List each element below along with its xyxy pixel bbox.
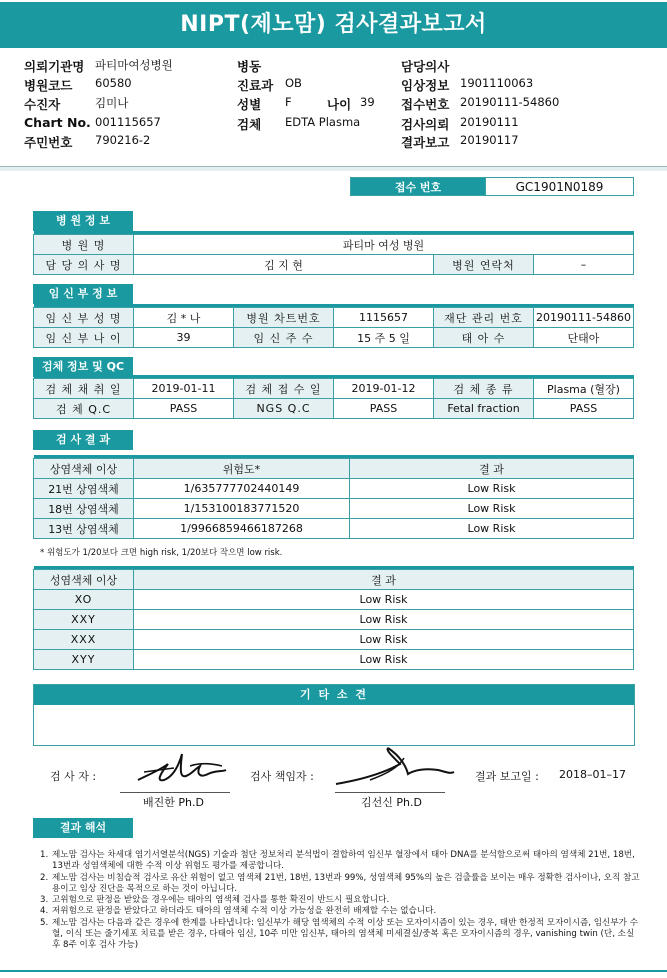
report-date-label: 결과 보고일 : — [475, 770, 539, 783]
autosome-table — [33, 455, 634, 539]
specimen-qc-table — [33, 375, 634, 419]
hospital-info-title: 병 원 정 보 — [33, 211, 133, 231]
weeks-label: 임 신 주 수 — [234, 328, 334, 348]
chromosome-21-risk: 1/635777702440149 — [134, 479, 350, 499]
contact-label: 병원 연락처 — [434, 255, 534, 275]
interpretation-list — [40, 850, 640, 952]
field-sex: 성별 — [237, 97, 262, 112]
age-value: 39 — [360, 95, 375, 109]
autosome-result-header: 결 과 — [350, 459, 634, 479]
xxy-result: Low Risk — [134, 610, 634, 630]
patient-value: 김미나 — [95, 96, 129, 110]
report-date-value: 2018–01–17 — [559, 768, 626, 781]
table-row — [34, 590, 634, 610]
field-report-date: 결과보고 — [401, 135, 450, 150]
resident-no-value: 790216-2 — [95, 133, 151, 147]
chromosome-18-risk: 1/153100183771520 — [134, 499, 350, 519]
field-hospital-code: 병원코드 — [24, 78, 73, 93]
fetal-fraction-value: PASS — [534, 399, 634, 419]
list-item: 1. 제노맘 검사는 차세대 염기서열분석(NGS) 기술과 첨단 정보처리 분석법이 결합하여 임신부 혈장에서 태아 DNA를 분석함으로써 태아의 염색체 21번, 18번, 13번과 성염색체에 대한 수적 이상 위험도 평가를 제공합니다. — [40, 850, 635, 872]
chromosome-21-result: Low Risk — [350, 479, 634, 499]
hospital-code-value: 60580 — [95, 76, 132, 90]
examiner-signature-line — [120, 792, 230, 793]
chromosome-18-result: Low Risk — [350, 499, 634, 519]
sex-chrom-header: 성염색체 이상 — [34, 570, 134, 590]
chromosome-13-risk: 1/9966859466187268 — [134, 519, 350, 539]
chromosome-13-result: Low Risk — [350, 519, 634, 539]
field-clinical-info: 임상정보 — [401, 78, 450, 93]
specimen-qc-label: 검 체 Q.C — [34, 399, 134, 419]
table-row — [34, 650, 634, 670]
report-header — [0, 0, 667, 166]
xxx-result: Low Risk — [134, 630, 634, 650]
foundation-number-value: 20190111-54860 — [534, 308, 634, 328]
list-item: 5. 제노맘 검사는 다음과 같은 경우에 한계를 나타냅니다: 임신부가 해당 염색체의 수적 이상 또는 모자이시즘이 있는 경우, 태반 한정적 모자이시즘, 임신부가 수혈, 이식 또는 줄기세포 치료를 받은 경우, 다태아 임신, 10주 미만 임신부, 태아의 염색체 미세결실/중복 혹은 모자이시즘의 경우, vanishing twin (단, 소실 후 8주 이후 검사 가능) — [40, 917, 638, 951]
manager-name: 김선신 Ph.D — [361, 796, 422, 809]
examiner-label: 검 사 자 : — [50, 770, 97, 783]
field-request-date: 검사의뢰 — [401, 117, 450, 132]
doctor-value: 김 지 현 — [134, 255, 434, 275]
xxy-label: XXY — [34, 610, 134, 630]
chromosome-18-label: 18번 상염색체 — [34, 499, 134, 519]
chart-number-value: 1115657 — [334, 308, 434, 328]
chromosome-13-label: 13번 상염색체 — [34, 519, 134, 539]
sex-value: F — [285, 95, 292, 109]
xo-label: XO — [34, 590, 134, 610]
table-row — [34, 610, 634, 630]
pregnant-name-value: 김 * 나 — [134, 308, 234, 328]
report-date-value: 20190117 — [460, 133, 519, 147]
pregnant-info-title: 임 신 부 정 보 — [33, 284, 133, 304]
receipt-value: GC1901N0189 — [486, 178, 634, 196]
department-value: OB — [285, 76, 302, 90]
hospital-info-table — [33, 231, 634, 275]
field-specimen: 검체 — [237, 117, 262, 132]
list-item: 4. 저위험으로 판정을 받았다고 하더라도 태아의 염색체 수적 이상 가능성을 완전히 배제할 수는 없습니다. — [40, 906, 437, 917]
receipt-no-value: 20190111-54860 — [460, 95, 560, 109]
manager-signature-line — [335, 792, 445, 793]
request-date-value: 20190111 — [460, 115, 519, 129]
receive-date-value: 2019-01-12 — [334, 379, 434, 399]
other-findings-title: 기 타 소 견 — [34, 685, 634, 705]
list-item: 3. 고위험으로 판정을 받았을 경우에는 태아의 염색체 검사를 통한 확진이 반드시 필요합니다. — [40, 895, 390, 906]
fetus-count-label: 태 아 수 — [434, 328, 534, 348]
interpretation-title: 결과 해석 — [33, 818, 133, 838]
institution-value: 파티마여성병원 — [95, 58, 173, 72]
table-row — [34, 479, 634, 499]
table-row — [34, 499, 634, 519]
manager-label: 검사 책임자 : — [250, 770, 314, 783]
chart-no-value: 001115657 — [95, 115, 161, 129]
list-item: 2. 제노맘 검사는 비침습적 검사로 유산 위험이 없고 염색체 21번, 18번, 13번과 99%, 성염색체 95%의 높은 검출률을 보이는 매우 정확한 검사이나, 오직 참고용이고 임상 진단을 목적으로 하는 것이 아닙니다. — [40, 872, 640, 894]
chromosome-21-label: 21번 상염색체 — [34, 479, 134, 499]
sex-chrom-result-header: 결 과 — [134, 570, 634, 590]
receipt-box — [350, 177, 634, 196]
xyy-result: Low Risk — [134, 650, 634, 670]
field-receipt-no: 접수번호 — [401, 97, 450, 112]
hospital-name-label: 병 원 명 — [34, 235, 134, 255]
field-ward: 병동 — [237, 59, 262, 74]
sex-chromosome-table — [33, 566, 634, 670]
field-doctor: 담당의사 — [401, 59, 450, 74]
field-patient: 수진자 — [24, 97, 61, 112]
clinical-info-value: 1901110063 — [460, 76, 534, 90]
hospital-name-value: 파티마 여성 병원 — [134, 235, 634, 255]
field-department: 진료과 — [237, 78, 274, 93]
pregnant-info-table — [33, 304, 634, 348]
receipt-label: 접수 번호 — [351, 178, 486, 196]
fetal-fraction-label: Fetal fraction — [434, 399, 534, 419]
field-chart-no: Chart No. — [24, 115, 91, 130]
pregnant-name-label: 임 신 부 성 명 — [34, 308, 134, 328]
weeks-value: 15 주 5 일 — [334, 328, 434, 348]
specimen-type-label: 검 체 종 류 — [434, 379, 534, 399]
bottom-rule — [0, 970, 667, 972]
field-resident-no: 주민번호 — [24, 135, 73, 150]
header-shade — [0, 167, 667, 171]
manager-signature — [330, 744, 460, 792]
examiner-name: 배진한 Ph.D — [143, 796, 204, 809]
receive-date-label: 검 체 접 수 일 — [234, 379, 334, 399]
report-title: NIPT(제노맘) 검사결과보고서 — [0, 2, 667, 48]
other-findings-box — [33, 684, 635, 746]
table-row — [34, 630, 634, 650]
other-findings-content — [34, 705, 634, 713]
xxx-label: XXX — [34, 630, 134, 650]
ngs-qc-value: PASS — [334, 399, 434, 419]
risk-header: 위험도* — [134, 459, 350, 479]
results-title: 검 사 결 과 — [33, 430, 133, 450]
collect-date-value: 2019-01-11 — [134, 379, 234, 399]
specimen-qc-value: PASS — [134, 399, 234, 419]
examiner-signature — [130, 744, 235, 794]
specimen-value: EDTA Plasma — [285, 115, 361, 129]
collect-date-label: 검 체 채 취 일 — [34, 379, 134, 399]
pregnant-age-value: 39 — [134, 328, 234, 348]
pregnant-age-label: 임 신 부 나 이 — [34, 328, 134, 348]
fetus-count-value: 단태아 — [534, 328, 634, 348]
contact-value: – — [534, 255, 634, 275]
specimen-qc-title: 검체 정보 및 QC — [33, 357, 133, 377]
specimen-type-value: Plasma (혈장) — [534, 379, 634, 399]
foundation-number-label: 재단 관리 번호 — [434, 308, 534, 328]
field-age: 나이 — [327, 97, 352, 112]
risk-footnote: * 위험도가 1/20보다 크면 high risk, 1/20보다 작으면 low risk. — [40, 548, 283, 558]
field-institution: 의뢰기관명 — [24, 59, 85, 74]
autosome-header: 상염색체 이상 — [34, 459, 134, 479]
xo-result: Low Risk — [134, 590, 634, 610]
chart-number-label: 병원 차트번호 — [234, 308, 334, 328]
table-row — [34, 519, 634, 539]
doctor-label: 담 당 의 사 명 — [34, 255, 134, 275]
xyy-label: XYY — [34, 650, 134, 670]
ngs-qc-label: NGS Q.C — [234, 399, 334, 419]
